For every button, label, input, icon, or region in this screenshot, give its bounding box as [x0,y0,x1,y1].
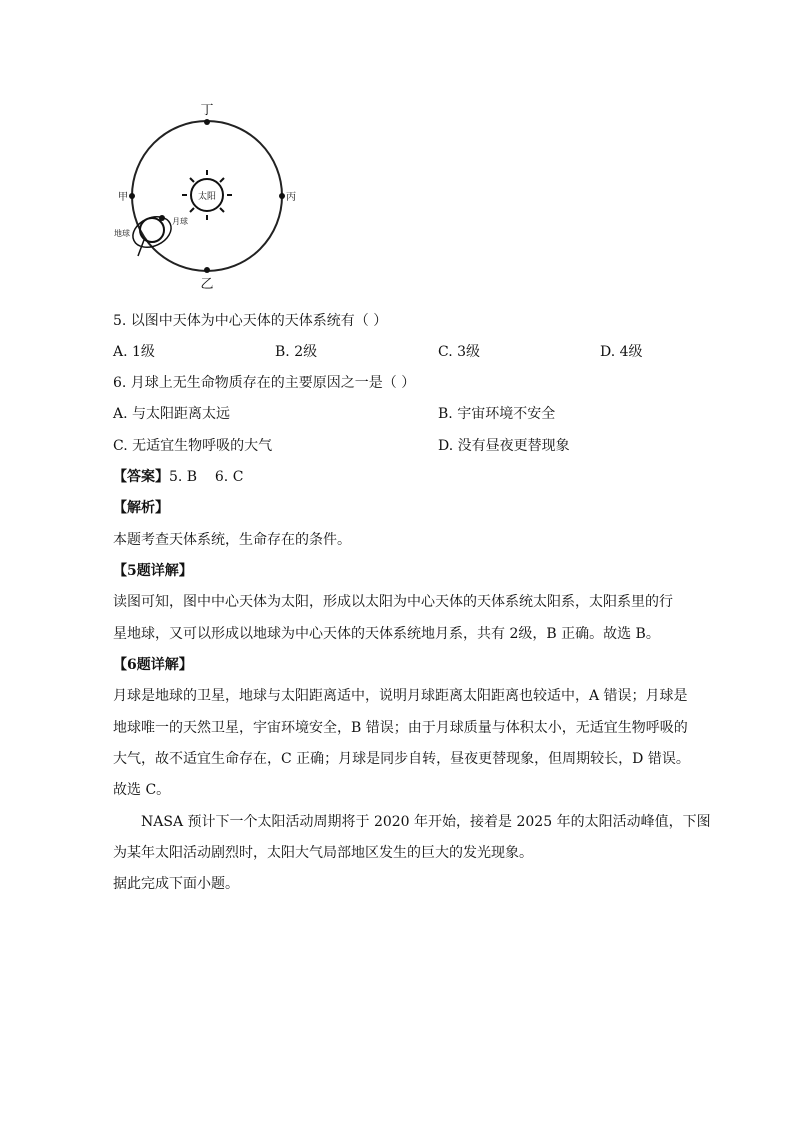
detail6-line-2: 地球唯一的天然卫星，宇宙环境安全，B 错误；由于月球质量与体积太小，无适宜生物呼吸的 [113,720,688,736]
earth-icon [140,218,164,242]
label-top: 丁 [200,103,214,118]
q6-option-b: B. 宇宙环境不安全 [438,406,556,422]
sun-label: 太阳 [197,192,217,202]
q5-option-d: D. 4级 [600,344,643,360]
detail5-line-1: 读图可知，图中中心天体为太阳，形成以太阳为中心天体的天体系统太阳系，太阳系里的行 [113,594,673,610]
answer-text: 5. B 6. C [169,469,244,485]
q5-option-c: C. 3级 [438,344,481,360]
label-left: 甲 [118,192,128,203]
earth-label: 地球 [114,229,130,238]
q6-option-c: C. 无适宜生物呼吸的大气 [113,438,273,454]
q6-option-a: A. 与太阳距离太远 [113,406,231,422]
q5-stem: 5. 以图中天体为中心天体的天体系统有（ ） [113,313,388,329]
analysis-label: 【解析】 [113,500,169,516]
answer-line [113,467,243,487]
orbit-point-bottom [204,267,210,273]
orbit-point-right [279,193,285,199]
analysis-text: 本题考查天体系统，生命存在的条件。 [113,532,351,548]
detail5-label: 【5题详解】 [113,563,193,579]
q6-option-d: D. 没有昼夜更替现象 [438,438,570,454]
detail6-label: 【6题详解】 [113,657,193,673]
moon-icon [159,215,165,221]
detail6-line-3: 大气，故不适宜生命存在，C 正确；月球是同步自转，昼夜更替现象，但周期较长，D 错误。 [113,751,690,767]
passage-line-2: 为某年太阳活动剧烈时，太阳大气局部地区发生的巨大的发光现象。 [113,845,533,861]
detail6-line-4: 故选 C。 [113,782,171,798]
moon-label: 月球 [172,217,188,226]
answer-label: 【答案】 [113,469,169,485]
detail5-line-2: 星地球，又可以形成以地球为中心天体的天体系统地月系，共有 2级，B 正确。故选 B。 [113,626,660,642]
detail6-line-1: 月球是地球的卫星，地球与太阳距离适中，说明月球距离太阳距离也较适中，A 错误；月球是 [113,688,688,704]
q5-option-a: A. 1级 [113,344,155,360]
orbit-point-top [204,119,210,125]
passage-line-3: 据此完成下面小题。 [113,876,239,892]
orbit-point-left [129,193,135,199]
q5-option-b: B. 2级 [275,344,318,360]
label-right: 丙 [286,192,296,203]
q6-stem: 6. 月球上无生命物质存在的主要原因之一是（ ） [113,375,416,391]
label-bottom: 乙 [200,277,214,290]
orbit-diagram [110,100,310,290]
passage-line-1: NASA 预计下一个太阳活动周期将于 2020 年开始，接着是 2025 年的太阳活动峰值，下图 [141,814,711,830]
